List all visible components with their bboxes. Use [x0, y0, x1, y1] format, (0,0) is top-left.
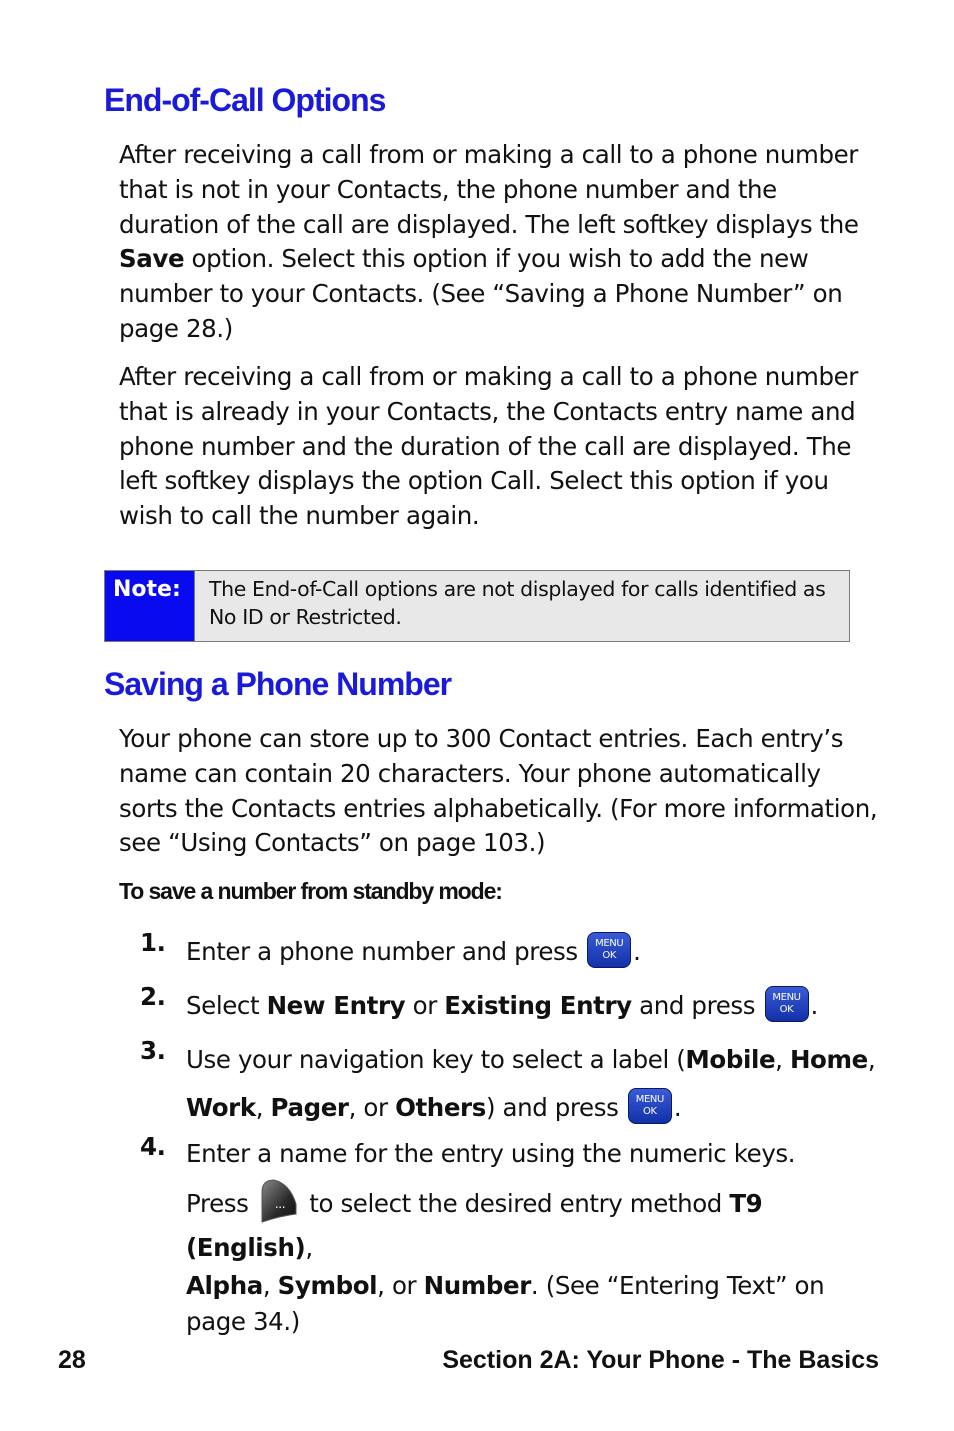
bold-mobile: Mobile: [685, 1045, 776, 1074]
text-run: .: [633, 937, 641, 966]
text-run: Press: [186, 1189, 256, 1218]
step-number: 4.: [140, 1132, 166, 1161]
key-label: MENU: [595, 938, 624, 949]
note-text: The End-of-Call options are not displayed for calls identified as No ID or Restricted.: [194, 571, 849, 641]
section-heading-saving: Saving a Phone Number: [104, 666, 452, 702]
bold-pager: Pager: [270, 1093, 349, 1122]
bold-t9-english: T9 (English): [186, 1189, 763, 1262]
text-run: Use your navigation key to select a label (: [186, 1045, 686, 1074]
key-label: OK: [602, 950, 616, 961]
procedure-title: To save a number from standby mode:: [119, 878, 502, 904]
key-label: MENU: [635, 1094, 664, 1105]
step-number: 1.: [140, 928, 166, 957]
softkey-dots: ...: [274, 1197, 285, 1211]
section-heading-end-of-call: End-of-Call Options: [104, 82, 386, 118]
text-run: ,: [775, 1045, 790, 1074]
text-run: ,: [255, 1093, 271, 1122]
step-body: [186, 1036, 876, 1132]
paragraph-end-of-call-1: [119, 138, 879, 347]
text-run: .: [673, 1093, 682, 1122]
text-run: , or: [377, 1271, 424, 1300]
text-run: After receiving a call from or making a call to a phone number that is not in your Contacts, the phone number and the duration of the call are displayed. The left softkey displays the: [119, 140, 859, 239]
step-body: [186, 982, 876, 1030]
menu-ok-key-icon: [628, 1088, 672, 1124]
text-run: Select: [186, 991, 267, 1020]
text-run: , or: [348, 1093, 396, 1122]
text-run: option. Select this option if you wish to add the new number to your Contacts. (See “Saving a Phone Number” on page 28.): [119, 244, 843, 343]
bold-home: Home: [789, 1045, 868, 1074]
text-run: and press: [631, 991, 763, 1020]
bold-work: Work: [186, 1093, 256, 1122]
menu-ok-key-icon: [765, 986, 809, 1022]
step-body: [186, 928, 876, 976]
text-run: or: [405, 991, 445, 1020]
key-label: OK: [643, 1106, 657, 1117]
text-run: Enter a phone number and press: [186, 937, 586, 966]
bold-save: Save: [119, 244, 185, 274]
bold-alpha: Alpha: [186, 1271, 263, 1300]
text-run: ,: [867, 1045, 876, 1074]
step-4-detail: [186, 1182, 876, 1340]
note-label: Note:: [105, 571, 194, 641]
page-number: 28: [58, 1346, 86, 1374]
menu-ok-key-icon: [587, 932, 631, 968]
note-box: [104, 570, 850, 642]
bold-new-entry: New Entry: [266, 991, 406, 1020]
step-body: Enter a name for the entry using the numeric keys.: [186, 1139, 796, 1168]
key-label: MENU: [772, 992, 801, 1003]
bold-number: Number: [423, 1271, 531, 1300]
text-run: to select the desired entry method: [301, 1189, 730, 1218]
text-run: ,: [305, 1233, 313, 1262]
step-number: 3.: [140, 1036, 166, 1065]
text-run: ) and press: [485, 1093, 626, 1122]
text-run: .: [810, 991, 818, 1020]
bold-existing-entry: Existing Entry: [444, 991, 632, 1020]
right-softkey-icon: [260, 1178, 298, 1224]
key-label: OK: [779, 1004, 794, 1015]
bold-symbol: Symbol: [277, 1271, 378, 1300]
section-footer: Section 2A: Your Phone - The Basics: [442, 1346, 879, 1374]
paragraph-end-of-call-2: After receiving a call from or making a call to a phone number that is already in your Contacts, the Contacts entry name and phone number and the duration of the call are displayed. The left softkey displays the option Call. Select this option if you wish to call the number again.: [119, 362, 858, 531]
step-number: 2.: [140, 982, 166, 1011]
text-run: . (See “Entering Text” on page 34.): [186, 1271, 825, 1336]
bold-others: Others: [395, 1093, 486, 1122]
paragraph-saving-intro: Your phone can store up to 300 Contact entries. Each entry’s name can contain 20 characters. Your phone automatically sorts the Contacts entries alphabetically. (For more information, see “Using Contacts” on page 103.): [119, 724, 878, 858]
step-4-line-2: [186, 1268, 876, 1340]
text-run: ,: [262, 1271, 278, 1300]
